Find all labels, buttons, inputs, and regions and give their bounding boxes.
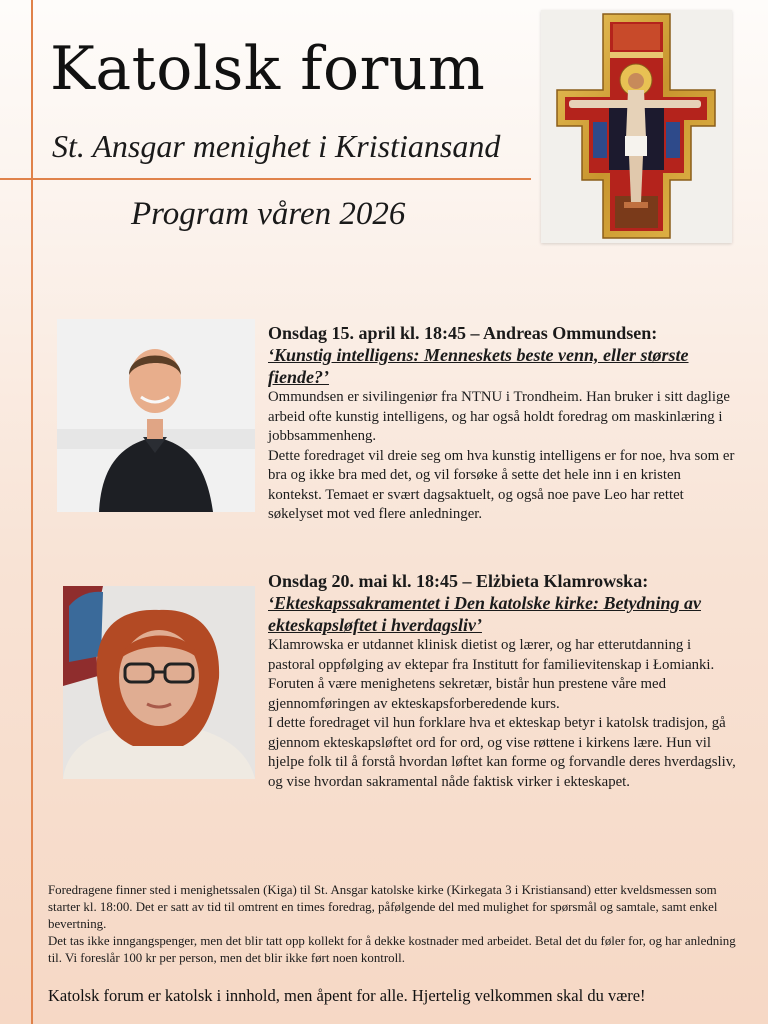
event-description xyxy=(268,388,738,525)
event-paragraph: I dette foredraget vil hun forklare hva et ekteskap betyr i katolsk tradisjon, gå gjennom ekteskapsløftet ord for ord, og vise røttene i kirkens lære. Hun vil hjelpe folk til å forstå hvordan løftet kan forme og forvandle deres hverdagsliv, og vise hvordan sakramental nåde faktisk virker i ekteskapet. xyxy=(268,715,736,790)
vertical-accent-line xyxy=(31,0,33,1024)
info-paragraph: Det tas ikke inngangspenger, men det blir tatt opp kollekt for å dekke kostnader med arbeidet. Betal det du føler for, og har anledning til. Vi foreslår 100 kr per person, men det blir ikke ført noen kontroll. xyxy=(48,934,736,965)
event-heading: Onsdag 15. april kl. 18:45 – Andreas Ommundsen: xyxy=(268,323,658,343)
event-heading: Onsdag 20. mai kl. 18:45 – Elżbieta Klamrowska: xyxy=(268,571,649,591)
event-card-april xyxy=(268,322,738,525)
page-subtitle: St. Ansgar menighet i Kristiansand xyxy=(52,128,501,164)
program-heading: Program våren 2026 xyxy=(131,196,406,232)
san-damiano-crucifix-image xyxy=(541,10,732,243)
info-paragraph: Foredragene finner sted i menighetssalen (Kiga) til St. Ansgar katolske kirke (Kirkegata 3 i Kristiansand) etter kveldsmessen som starter kl. 18:00. Det er satt av tid til omtrent en times foredrag, påfølgende del med mulighet for spørsmål og samtale, samt enkel bevertning. xyxy=(48,883,718,931)
closing-statement: Katolsk forum er katolsk i innhold, men åpent for alle. Hjertelig velkommen skal du være! xyxy=(48,986,646,1005)
speaker-photo-andreas-ommundsen xyxy=(57,319,255,512)
event-paragraph: Klamrowska er utdannet klinisk dietist og lærer, og har etterutdanning i pastoral oppfølging av ektepar fra Institutt for familievitenskap i Łomianki. Foruten å være menighetens sekretær, bistår hun prestene våre med gjennomføringen av ekteskapsforberedende kurs. xyxy=(268,637,715,712)
event-paragraph: Ommundsen er sivilingeniør fra NTNU i Trondheim. Han bruker i sitt daglige arbeid ofte kunstig intelligens, og har også holdt foredrag om maskinlæring i jobbsammenheng. xyxy=(268,389,730,444)
event-card-may xyxy=(268,570,738,792)
event-description xyxy=(268,636,738,792)
page-title: Katolsk forum xyxy=(50,34,486,104)
practical-info xyxy=(48,882,748,967)
event-topic: ‘Ekteskapssakramentet i Den katolske kirke: Betydning av ekteskapsløftet i hverdagsliv’ xyxy=(268,593,701,635)
event-paragraph: Dette foredraget vil dreie seg om hva kunstig intelligens er for noe, hva som er bra og ikke bra med det, og vil forsøke å sette det hele inn i en kristen kontekst. Temaet er svært dagsaktuelt, og også noe pave Leo har rettet søkelyset mot ved flere anledninger. xyxy=(268,447,735,522)
speaker-photo-elzbieta-klamrowska xyxy=(63,586,255,779)
event-topic: ‘Kunstig intelligens: Menneskets beste venn, eller største fiende?’ xyxy=(268,345,689,387)
horizontal-accent-line xyxy=(0,178,531,180)
